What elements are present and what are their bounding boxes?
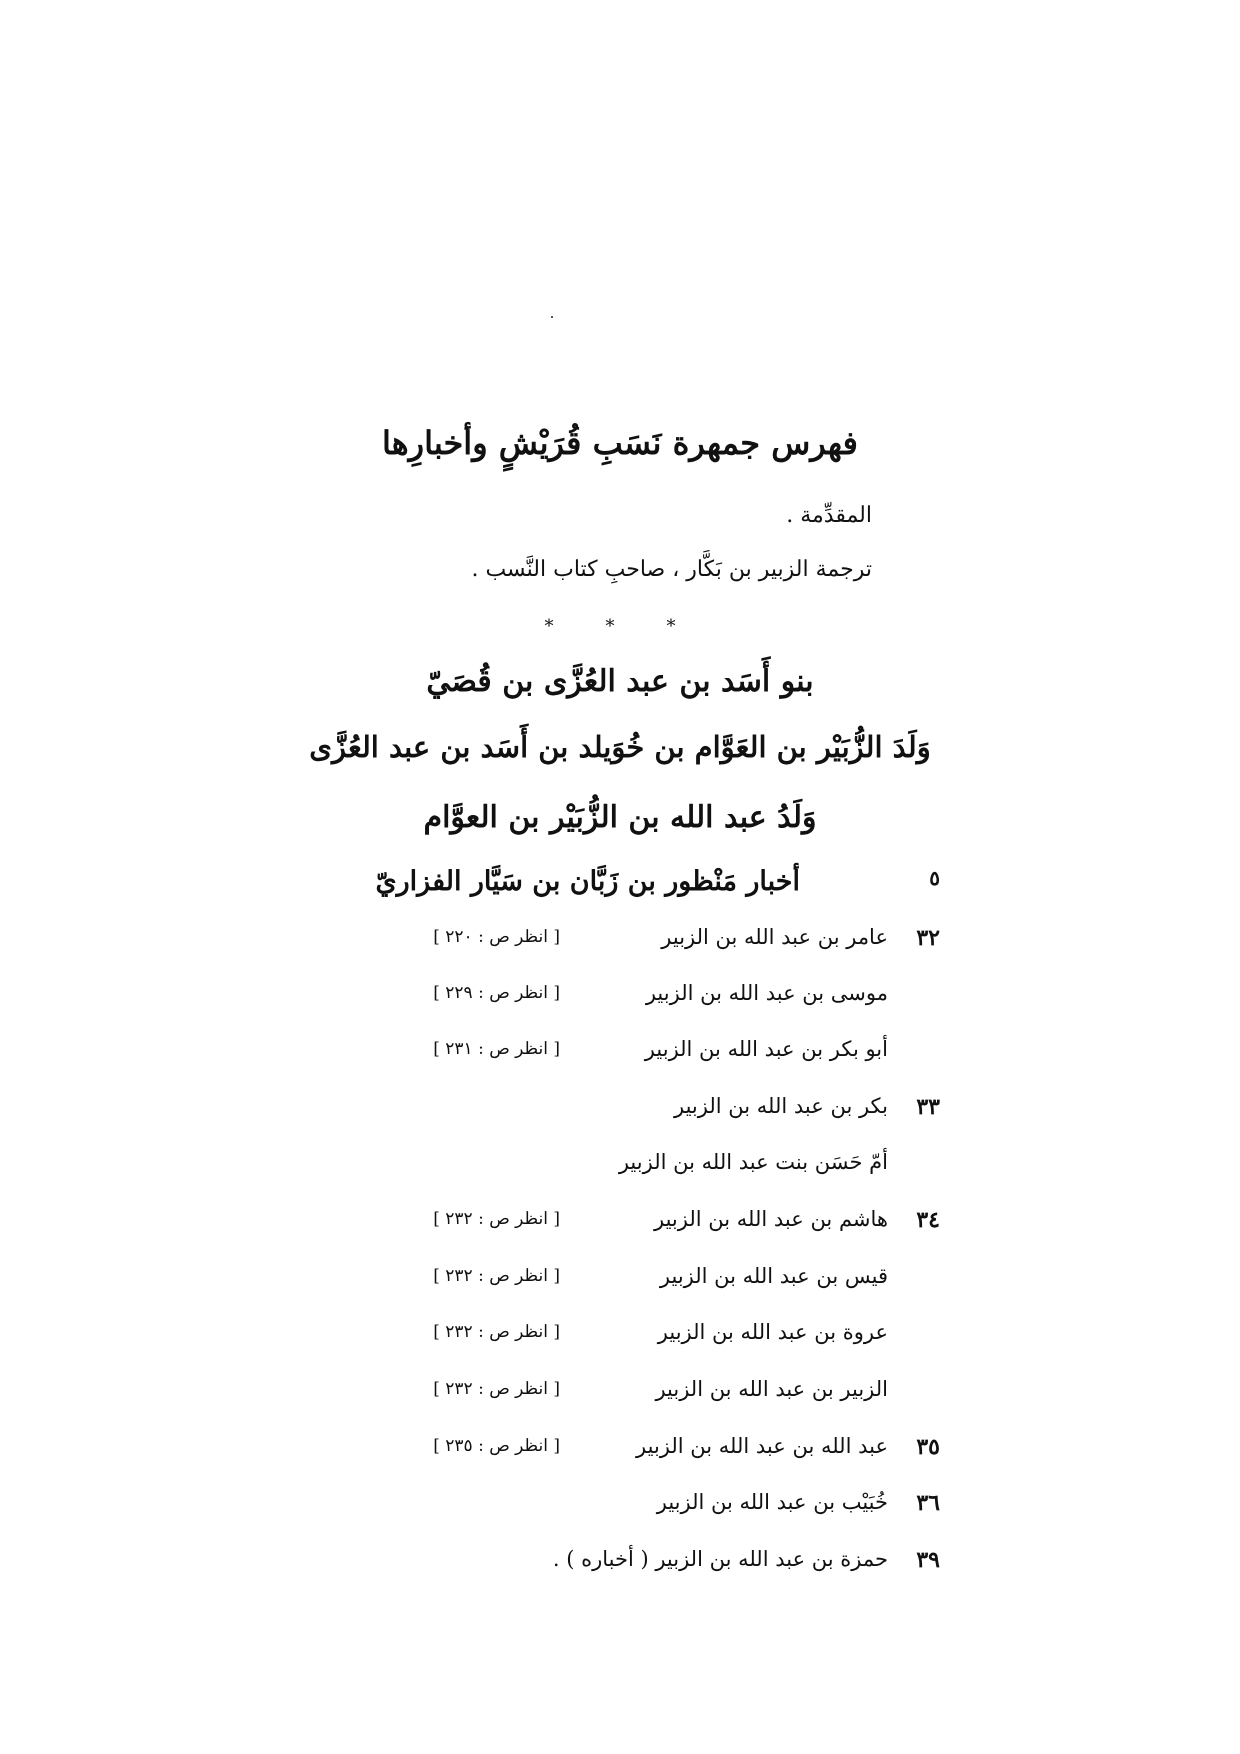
page-number: ٣٦	[916, 1490, 940, 1516]
index-entry	[300, 866, 940, 908]
section-separator	[540, 616, 680, 637]
index-entry	[300, 1320, 940, 1362]
cross-reference: [ انظر ص : ٢٢٠ ]	[433, 927, 560, 947]
cross-reference: [ انظر ص : ٢٢٩ ]	[433, 983, 560, 1003]
print-speck	[551, 316, 553, 318]
index-entry	[300, 1037, 940, 1079]
page-number: ٣٩	[916, 1547, 940, 1573]
separator-star: *	[544, 616, 554, 637]
cross-reference: [ انظر ص : ٢٣٢ ]	[433, 1322, 560, 1342]
index-entry	[300, 1150, 940, 1192]
index-entry	[300, 1264, 940, 1306]
index-entry	[300, 1094, 940, 1136]
entry-text: خُبَيْب بن عبد الله بن الزبير	[656, 1490, 888, 1514]
cross-reference: [ انظر ص : ٢٣١ ]	[433, 1039, 560, 1059]
index-entry	[300, 1490, 940, 1532]
cross-reference: [ انظر ص : ٢٣٥ ]	[433, 1436, 560, 1456]
index-entry	[300, 1377, 940, 1419]
entry-text: أخبار مَنْظور بن زَبَّان بن سَيَّار الفزاريّ	[375, 866, 800, 897]
index-entry	[300, 1547, 940, 1589]
index-entry	[300, 1434, 940, 1476]
entry-text: هاشم بن عبد الله بن الزبير	[653, 1207, 888, 1231]
page-number: ٣٢	[916, 925, 940, 951]
entry-text: عبد الله بن عبد الله بن الزبير	[636, 1434, 888, 1458]
page-number: ٥	[929, 866, 940, 890]
cross-reference: [ انظر ص : ٢٣٢ ]	[433, 1266, 560, 1286]
entry-text: الزبير بن عبد الله بن الزبير	[655, 1377, 888, 1401]
cross-reference: [ انظر ص : ٢٣٢ ]	[433, 1379, 560, 1399]
intro-line: المقدِّمة .	[786, 503, 872, 528]
intro-line: ترجمة الزبير بن بَكَّار ، صاحبِ كتاب النَّسب .	[471, 557, 872, 582]
index-entry	[300, 1207, 940, 1249]
separator-star: *	[666, 616, 676, 637]
section-heading: وَلَدُ عبد الله بن الزُّبَيْر بن العوَّام	[423, 800, 817, 835]
page-number: ٣٣	[916, 1094, 940, 1120]
entry-text: عروة بن عبد الله بن الزبير	[657, 1320, 888, 1344]
page-number: ٣٤	[916, 1207, 940, 1233]
entry-text: حمزة بن عبد الله بن الزبير ( أخباره ) .	[552, 1547, 888, 1571]
section-heading: بنو أَسَد بن عبد العُزَّى بن قُصَيّ	[426, 664, 814, 699]
separator-star: *	[605, 616, 615, 637]
entry-text: قيس بن عبد الله بن الزبير	[659, 1264, 888, 1288]
entry-text: أمّ حَسَن بنت عبد الله بن الزبير	[618, 1150, 888, 1174]
page-title: فهرس جمهرة نَسَبِ قُرَيْشٍ وأخبارِها	[382, 424, 858, 462]
page-number: ٣٥	[916, 1434, 940, 1460]
index-entry	[300, 981, 940, 1023]
cross-reference: [ انظر ص : ٢٣٢ ]	[433, 1209, 560, 1229]
section-heading: وَلَدَ الزُّبَيْر بن العَوَّام بن خُوَيلد بن أَسَد بن عبد العُزَّى	[309, 730, 931, 764]
entry-text: موسى بن عبد الله بن الزبير	[645, 981, 888, 1005]
entry-text: عامر بن عبد الله بن الزبير	[661, 925, 888, 949]
entry-text: بكر بن عبد الله بن الزبير	[674, 1094, 888, 1118]
entry-text: أبو بكر بن عبد الله بن الزبير	[644, 1037, 888, 1061]
index-entry	[300, 925, 940, 967]
